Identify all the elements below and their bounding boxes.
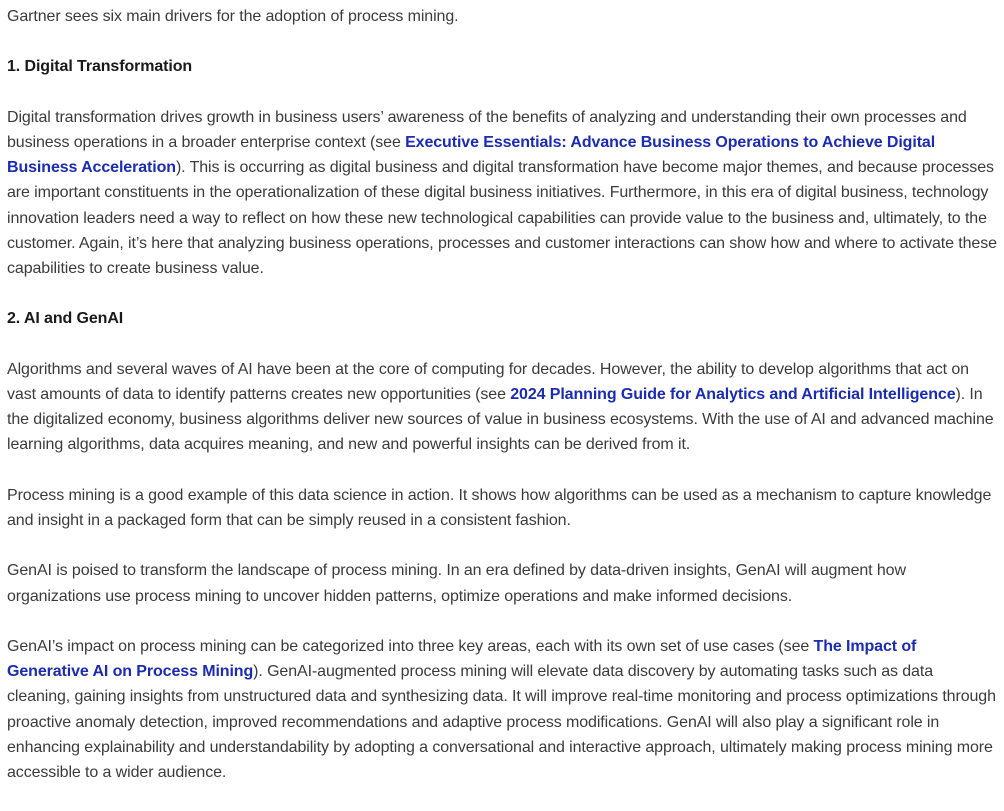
intro-text: Gartner sees six main drivers for the adoption of process mining. <box>7 8 459 25</box>
paragraph-text: Process mining is a good example of this data science in action. It shows how algorithms can be used as a mechanism to capture knowledge and insight in a packaged form that can be simply reused in a consistent fashion. <box>7 486 992 529</box>
section-heading-ai-genai: 2. AI and GenAI <box>7 310 124 328</box>
ai-algorithms-paragraph <box>7 357 997 458</box>
genai-impact-paragraph <box>7 634 997 785</box>
paragraph-text: GenAI’s impact on process mining can be categorized into three key areas, each with its own set of use cases (see <box>7 637 814 655</box>
link-2024-planning-guide[interactable]: 2024 Planning Guide for Analytics and Artificial Intelligence <box>510 385 956 403</box>
link-executive-essentials[interactable]: Executive Essentials: Advance Business Operations to Achieve Digital Business Acceleration <box>7 133 936 177</box>
paragraph-text: ). GenAI-augmented process mining will elevate data discovery by automating tasks such as data cleaning, gaining insights from unstructured data and synthesizing data. It will improve real-time monitoring and process optimizations through proactive anomaly detection, improved recommendations and adaptive process modifications. GenAI will also play a significant role in enhancing explainability and understandability by adopting a conversational and interactive approach, ultimately making process mining more accessible to a wider audience. <box>7 663 996 781</box>
section-heading-digital-transformation: 1. Digital Transformation <box>7 58 193 76</box>
digital-transformation-paragraph <box>7 105 997 281</box>
paragraph-text: ). In the digitalized economy, business algorithms deliver new sources of value in business ecosystems. With the use of AI and advanced machine learning algorithms, data acquires meaning, and new and powerful insights can be derived from it. <box>7 385 994 454</box>
intro-paragraph <box>7 4 997 29</box>
genai-poised-paragraph <box>7 558 997 608</box>
process-mining-data-science-paragraph <box>7 483 997 533</box>
paragraph-text: GenAI is poised to transform the landscape of process mining. In an era defined by data-driven insights, GenAI will augment how organizations use process mining to uncover hidden patterns, optimize operations and make informed decisions. <box>7 562 906 605</box>
paragraph-text: ). This is occurring as digital business and digital transformation have become major themes, and because processes are important constituents in the operationalization of these digital business initiatives. Furthermore, in this era of digital business, technology innovation leaders need a way to reflect on how these new technological capabilities can provide value to the business and, ultimately, to the customer. Again, it’s here that analyzing business operations, processes and customer interactions can show how and where to activate these capabilities to create business value. <box>7 159 997 277</box>
paragraph-text: Algorithms and several waves of AI have been at the core of computing for decades. However, the ability to develop algorithms that act on vast amounts of data to identify patterns creates new opportunities (see <box>7 360 969 403</box>
link-impact-of-generative-ai[interactable]: The Impact of Generative AI on Process Mining <box>7 637 917 681</box>
article-body <box>7 4 997 810</box>
paragraph-text: Digital transformation drives growth in business users’ awareness of the benefits of analyzing and understanding their own processes and business operations in a broader enterprise context (see <box>7 108 967 151</box>
